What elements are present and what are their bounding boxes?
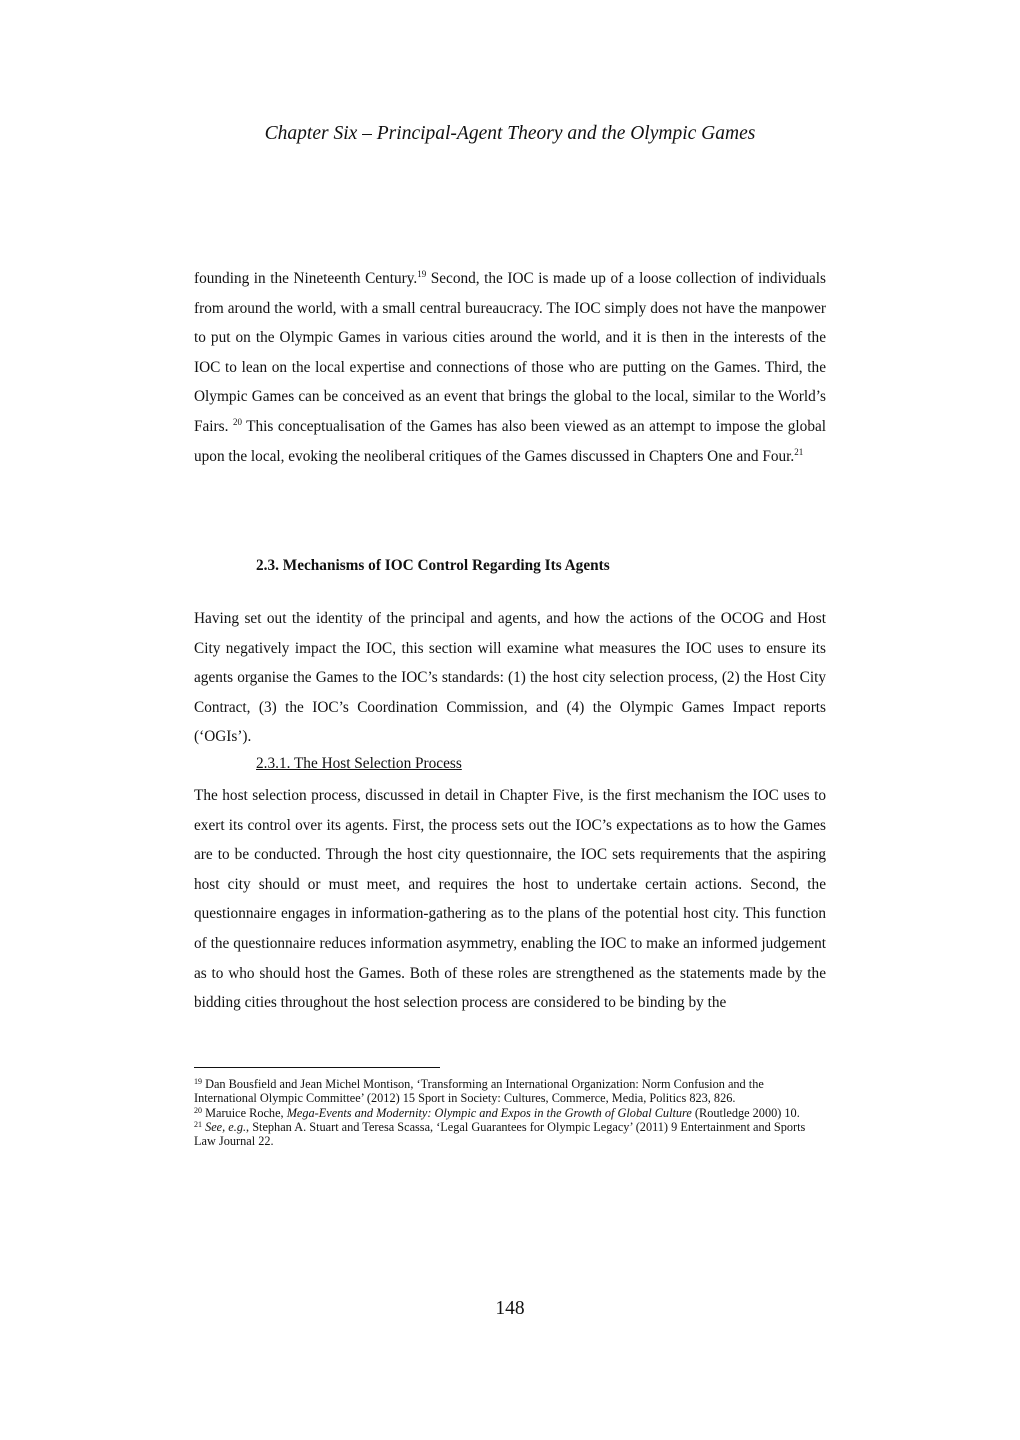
footnote-book-title: Mega-Events and Modernity: Olympic and Expos in the Growth of Global Culture [286, 1105, 692, 1120]
footnotes [194, 1077, 826, 1148]
footnote-20 [194, 1106, 826, 1120]
footnote-text: , Stephan A. Stuart and Teresa Scassa, ‘Legal Guarantees for Olympic Legacy’ (2011) 9 Entertainment and Sports Law Journal 22. [194, 1119, 806, 1149]
footnote-separator [194, 1067, 440, 1068]
footnote-ref-19[interactable]: 19 [417, 269, 427, 279]
section-heading: 2.3. Mechanisms of IOC Control Regarding Its Agents [256, 557, 610, 574]
footnote-number: 19 [194, 1077, 202, 1086]
footnote-ref-21[interactable]: 21 [794, 446, 804, 457]
footnote-number: 21 [194, 1119, 202, 1129]
footnote-number: 20 [194, 1105, 202, 1115]
footnote-ref-20[interactable]: 20 [232, 416, 242, 427]
paragraph-2: Having set out the identity of the principal and agents, and how the actions of the OCOG and Host City negatively impact the IOC, this section will examine what measures the IOC uses to ensure its agents organise the Games to the IOC’s standards: (1) the host city selection process, (2) the Host City Contract, (3) the IOC’s Coordination Commission, and (4) the Olympic Games Impact reports (‘OGIs’). [194, 610, 826, 746]
footnote-text: (Routledge 2000) 10. [691, 1105, 800, 1120]
page-number: 148 [495, 1298, 525, 1319]
footnote-21 [194, 1120, 826, 1149]
paragraph-3: The host selection process, discussed in detail in Chapter Five, is the first mechanism the IOC uses to exert its control over its agents. First, the process sets out the IOC’s expectations as to how the Games are to be conducted. Through the host city questionnaire, the IOC sets requirements that the aspiring host city should or must meet, and requires the host to undertake certain actions. Second, the questionnaire engages in information-gathering as to the plans of the potential host city. This function of the questionnaire reduces information asymmetry, enabling the IOC to make an informed judgement as to who should host the Games. Both of these roles are strengthened as the statements made by the bidding cities throughout the host selection process are considered to be binding by the [194, 787, 826, 1012]
subsection-heading: 2.3.1. The Host Selection Process [256, 755, 462, 772]
running-header [0, 121, 1020, 147]
running-title: Chapter Six – Principal-Agent Theory and the Olympic Games [264, 123, 756, 144]
paragraph-1 [194, 264, 826, 471]
paragraph-1-text-a: founding in the Nineteenth Century. [194, 270, 418, 287]
paragraph-1-text-c: This conceptualisation of the Games has also been viewed as an attempt to impose the global upon the local, evoking the neoliberal critiques of the Games discussed in Chapters One and Four. [194, 417, 827, 465]
paragraph-1-text-b: Second, the IOC is made up of a loose collection of individuals from around the world, with a small central bureaucracy. The IOC simply does not have the manpower to put on the Olympic Games in various cities around the world, and it is then in the interests of the IOC to lean on the local expertise and connections of those who are putting on the Games. Third, the Olympic Games can be conceived as an event that brings the global to the local, similar to the World’s Fairs. [194, 270, 827, 435]
footnote-19 [194, 1077, 826, 1106]
footnote-signal: See, e.g. [202, 1119, 247, 1134]
footnote-text: Maruice Roche, [202, 1105, 287, 1120]
footnote-text: Dan Bousfield and Jean Michel Montison, ‘Transforming an International Organization: Norm Confusion and the International Olympic Committee’ (2012) 15 Sport in Society: Cultures, Commerce, Media, Politics 823, 826. [194, 1077, 764, 1106]
